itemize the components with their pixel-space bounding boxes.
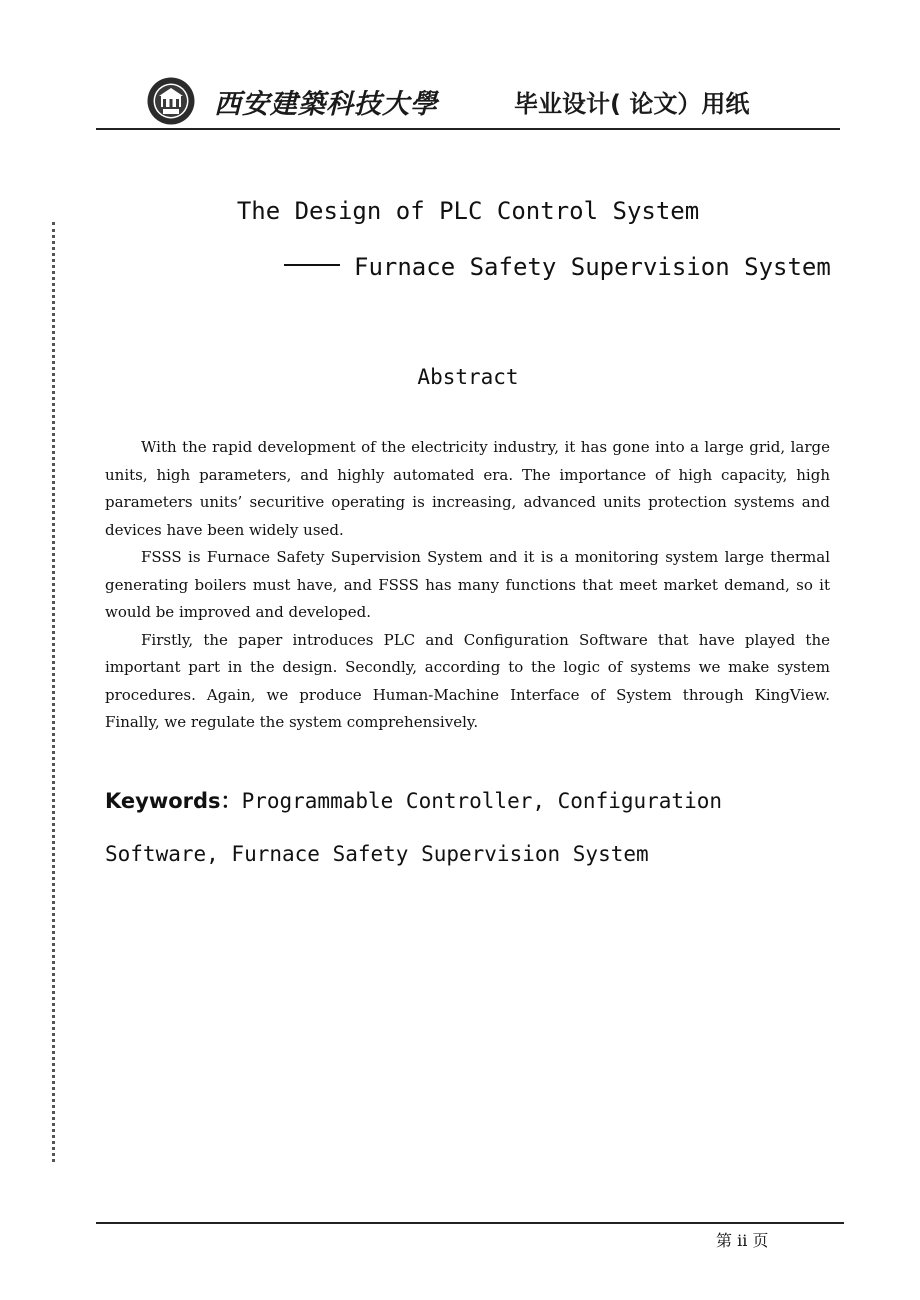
page-header <box>96 70 840 132</box>
keywords-label: Keywords： <box>105 789 242 813</box>
abstract-paragraph: With the rapid development of the electricity industry, it has gone into a large grid, large units, high parameters, and highly automated era. The importance of high capacity, high parameters units’ securitive operating is increasing, advanced units protection systems and devices have been widely used. <box>105 438 830 539</box>
university-seal-icon <box>146 76 196 126</box>
thesis-subtitle: Furnace Safety Supervision System <box>354 253 831 281</box>
page-number: 第 ii 页 <box>716 1231 769 1250</box>
abstract-paragraph: Firstly, the paper introduces PLC and Configuration Software that have played the important part in the design. Secondly, according to the logic of systems we make system procedures. Again, we produce Human-Machine Interface of System through KingView. Finally, we regulate the system comprehensively. <box>105 630 830 731</box>
abstract-heading: Abstract <box>417 365 519 389</box>
keywords-section <box>105 775 830 881</box>
abstract-paragraph: FSSS is Furnace Safety Supervision System and it is a monitoring system large thermal generating boilers must have, and FSSS has many functions that meet market demand, so it would be improved and developed. <box>105 548 830 621</box>
abstract-body <box>105 434 830 737</box>
binding-dotted-line <box>52 222 55 1162</box>
keywords-text: Programmable Controller, Configuration Software, Furnace Safety Supervision System <box>105 789 722 866</box>
header-divider <box>96 128 840 130</box>
em-dash-rule <box>284 264 340 266</box>
thesis-subtitle-row <box>284 253 831 281</box>
header-subtitle: 毕业设计( 论文）用纸 <box>514 90 750 118</box>
footer-divider <box>96 1222 844 1224</box>
thesis-title: The Design of PLC Control System <box>236 197 700 225</box>
university-name: 西安建築科技大學 <box>214 89 438 120</box>
